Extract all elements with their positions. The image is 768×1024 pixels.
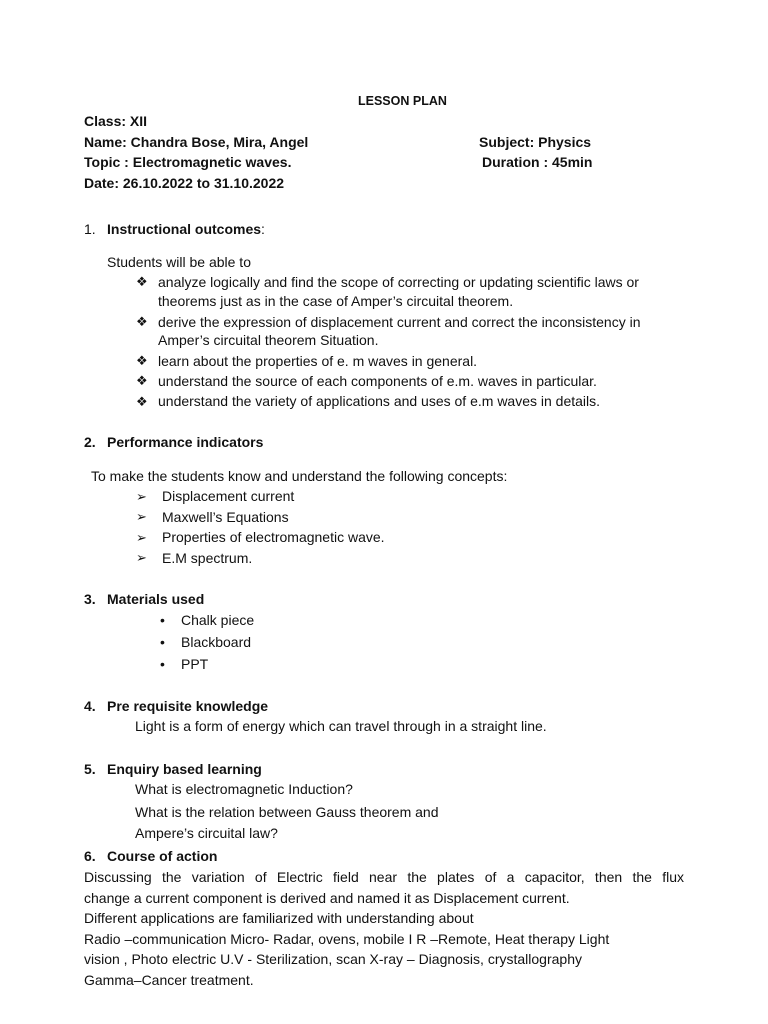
class-line: Class: XII <box>84 113 148 129</box>
section-3-heading: Materials used <box>107 591 205 607</box>
diamond-bullet-icon: ❖ <box>136 373 148 388</box>
course-line-2: change a current component is derived and named it as Displacement current. <box>84 889 570 906</box>
outcome-item-1-line-1: analyze logically and find the scope of correcting or updating scientific laws or <box>158 274 639 290</box>
outcome-item-2-line-1: derive the expression of displacement current and correct the inconsistency in <box>158 314 641 330</box>
course-line-6: Gamma–Cancer treatment. <box>84 971 254 988</box>
section-5-heading: Enquiry based learning <box>107 761 262 777</box>
section-4-heading: Pre requisite knowledge <box>107 698 269 714</box>
name-line: Name: Chandra Bose, Mira, Angel <box>84 134 309 150</box>
prerequisite-text: Light is a form of energy which can travel through in a straight line. <box>135 718 547 734</box>
enquiry-line-3: Ampere’s circuital law? <box>135 825 278 841</box>
section-1-heading: Instructional outcomes <box>107 221 262 237</box>
diamond-bullet-icon: ❖ <box>136 353 148 368</box>
section-1-number: 1. <box>84 221 96 237</box>
section-1-heading-wrap <box>107 220 265 239</box>
concept-item-4: E.M spectrum. <box>162 550 253 566</box>
section-2-number: 2. <box>84 434 96 450</box>
course-line-3: Different applications are familiarized with understanding about <box>84 910 474 927</box>
arrow-bullet-icon: ➢ <box>136 530 147 545</box>
concept-item-2: Maxwell’s Equations <box>162 509 289 525</box>
outcome-item-1-line-2: theorems just as in the case of Amper’s circuital theorem. <box>158 293 514 309</box>
document-title: LESSON PLAN <box>358 94 447 108</box>
section-1-heading-colon: : <box>261 221 265 237</box>
section-4-number: 4. <box>84 698 96 714</box>
enquiry-line-1: What is electromagnetic Induction? <box>135 781 353 797</box>
concept-item-1: Displacement current <box>162 488 295 504</box>
arrow-bullet-icon: ➢ <box>136 550 147 565</box>
concept-item-3: Properties of electromagnetic wave. <box>162 529 385 545</box>
diamond-bullet-icon: ❖ <box>136 314 148 329</box>
material-item-1: Chalk piece <box>181 612 255 628</box>
diamond-bullet-icon: ❖ <box>136 274 148 289</box>
section-2-intro: To make the students know and understand the following concepts: <box>91 468 508 484</box>
arrow-bullet-icon: ➢ <box>136 509 147 524</box>
course-line-4: Radio –communication Micro- Radar, ovens, mobile I R –Remote, Heat therapy Light <box>84 930 610 947</box>
course-line-5: vision , Photo electric U.V - Sterilization, scan X-ray – Diagnosis, crystallography <box>84 951 582 968</box>
section-5-number: 5. <box>84 761 96 777</box>
outcome-item-5: understand the variety of applications and uses of e.m waves in details. <box>158 393 601 409</box>
date-line: Date: 26.10.2022 to 31.10.2022 <box>84 175 285 191</box>
section-3-number: 3. <box>84 591 96 607</box>
subject-line: Subject: Physics <box>479 134 592 150</box>
section-6-heading: Course of action <box>107 848 218 864</box>
topic-line: Topic : Electromagnetic waves. <box>84 154 292 170</box>
dot-bullet-icon: • <box>160 612 165 628</box>
duration-line: Duration : 45min <box>482 154 593 170</box>
section-2-heading: Performance indicators <box>107 434 264 450</box>
outcome-item-3: learn about the properties of e. m waves in general. <box>158 353 478 369</box>
outcome-item-2-line-2: Amper’s circuital theorem Situation. <box>158 332 379 348</box>
enquiry-line-2: What is the relation between Gauss theorem and <box>135 804 439 820</box>
course-of-action-paragraph <box>84 867 684 991</box>
section-1-intro: Students will be able to <box>107 254 251 270</box>
material-item-3: PPT <box>181 656 209 672</box>
material-item-2: Blackboard <box>181 634 252 650</box>
outcome-item-4: understand the source of each components of e.m. waves in particular. <box>158 373 597 389</box>
course-line-1: Discussing the variation of Electric field near the plates of a capacitor, then the flux <box>84 869 684 885</box>
diamond-bullet-icon: ❖ <box>136 394 148 409</box>
dot-bullet-icon: • <box>160 656 165 672</box>
arrow-bullet-icon: ➢ <box>136 489 147 504</box>
section-6-number: 6. <box>84 848 96 864</box>
dot-bullet-icon: • <box>160 634 165 650</box>
